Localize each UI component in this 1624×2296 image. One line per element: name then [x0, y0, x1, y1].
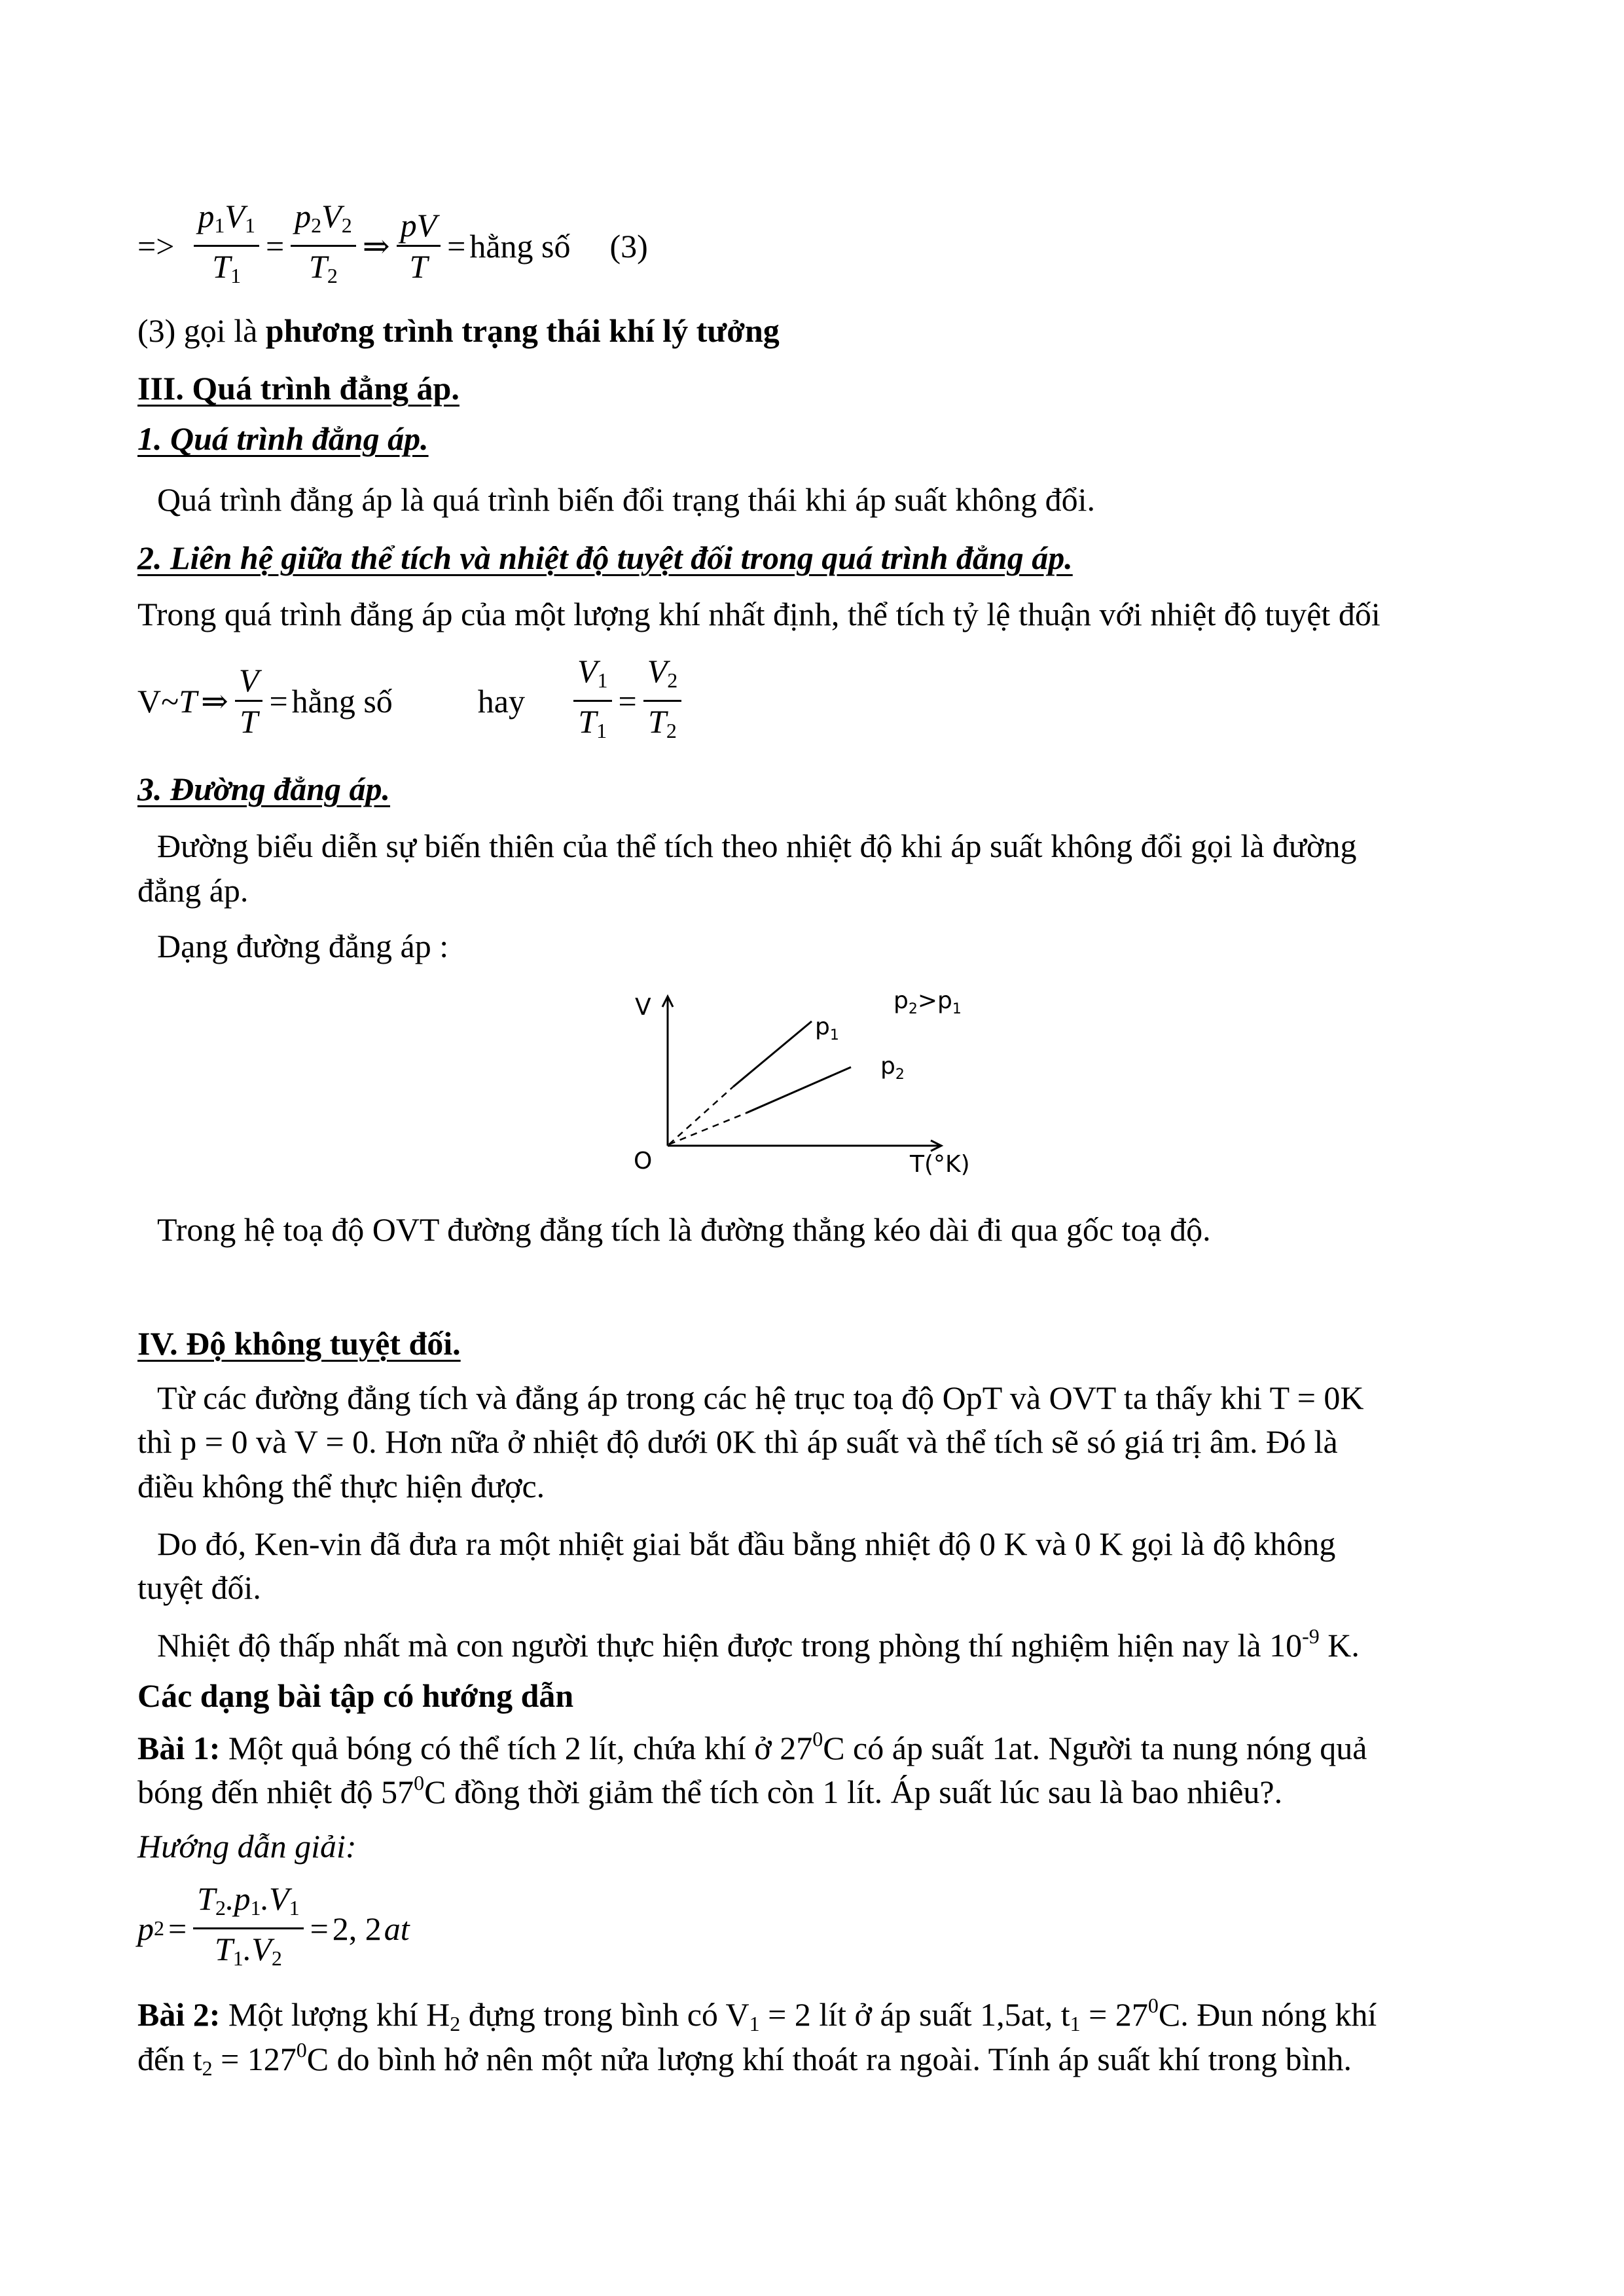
implies-symbol: ⇒: [362, 227, 390, 264]
subsection-3-text-2: đẳng áp.: [137, 872, 249, 909]
fraction-solution: $\frac{T_2.p_1.V_1}{T_1.V_2}$: [193, 1879, 303, 1978]
p1-extension-dashed: [669, 1087, 733, 1144]
p1-isobar-line: [733, 1021, 812, 1087]
exercises-heading: Các dạng bài tập có hướng dẫn: [137, 1677, 574, 1714]
p2-isobar-line: [746, 1067, 851, 1113]
exercise-2-line1: Bài 2: Một lượng khí $H_2$ đựng trong bình có $V_1 = 2$ lít ở áp suất 1,5at, $t_1 = 27^0C$. Đun nóng khí: [137, 1994, 1377, 2035]
section-4-p1-line1: Từ các đường đẳng tích và đẳng áp trong các hệ trục toạ độ OpT và OVT ta thấy khi T = 0K: [157, 1379, 1364, 1416]
section-4-p2-line1: Do đó, Ken-vin đã đưa ra một nhiệt giai bắt đầu bằng nhiệt độ 0 K và 0 K gọi là độ không: [157, 1525, 1336, 1562]
subsection-3-title: 3. Đường đẳng áp.: [137, 771, 391, 807]
p2-extension-dashed: [669, 1113, 746, 1144]
section-4-title: IV. Độ không tuyệt đối.: [137, 1325, 461, 1362]
fraction-p2v2-t2: $\frac{p_2V_2}{T_2}$: [291, 196, 356, 295]
origin-label: O: [634, 1148, 653, 1175]
section-3-title: III. Quá trình đẳng áp.: [137, 370, 460, 407]
subsection-2-title: 2. Liên hệ giữa thể tích và nhiệt độ tuyệt đối trong quá trình đẳng áp.: [137, 539, 1073, 576]
y-axis-label: V: [635, 994, 651, 1021]
exercise-2-line2: đến $t_2 = 127^0C$ do bình hở nên một nửa lượng khí thoát ra ngoài. Tính áp suất khí trong bình.: [137, 2038, 1352, 2080]
exercise-1-line2: bóng đến nhiệt độ $57^0C$ đồng thời giảm thể tích còn 1 lít. Áp suất lúc sau là bao nhiêu?.: [137, 1771, 1283, 1810]
subsection-2-text: Trong quá trình đẳng áp của một lượng khí nhất định, thể tích tỷ lệ thuận với nhiệt độ tuyệt đối: [137, 596, 1380, 632]
x-axis-label: T(°K): [910, 1151, 970, 1178]
isobaric-diagram: [615, 982, 1034, 1178]
subsection-3-form: Dạng đường đẳng áp :: [157, 928, 449, 964]
section-4-p1-line3: điều không thể thực hiện được.: [137, 1468, 545, 1504]
fraction-pv-t: $\frac{pV}{T}$: [397, 206, 441, 286]
eq3-caption: (3) gọi là phương trình trạng thái khí lý tưởng: [137, 312, 780, 349]
implies-arrow: =>: [137, 227, 175, 264]
pressure-relation: $p_2>p_1$: [893, 987, 962, 1017]
fraction-p1v1-t1: $\frac{p_1V_1}{T_1}$: [194, 196, 259, 295]
diagram-caption: Trong hệ toạ độ OVT đường đẳng tích là đường thẳng kéo dài đi qua gốc toạ độ.: [157, 1211, 1211, 1248]
subsection-1-title: 1. Quá trình đẳng áp.: [137, 420, 429, 457]
isobaric-law-equation: V~ T ⇒ $\frac{V}{T}$ = hằng số hay $\frac{V_1}{T_1}$ = $\frac{V_2}{T_2}$: [137, 651, 684, 750]
section-4-p1-line2: thì p = 0 và V = 0. Hơn nữa ở nhiệt độ dưới 0K thì áp suất và thể tích sẽ só giá trị âm. Đó là: [137, 1423, 1338, 1460]
fraction-v-t: $\frac{V}{T}$: [235, 661, 263, 741]
subsection-1-text: Quá trình đẳng áp là quá trình biến đổi trạng thái khi áp suất không đổi.: [157, 481, 1096, 518]
exercise-1-solution: p 2 = $\frac{T_2.p_1.V_1}{T_1.V_2}$ = 2, 2 at: [137, 1879, 410, 1978]
equation-label: (3): [609, 227, 648, 264]
exercise-1-line1: Bài 1: Một quả bóng có thể tích 2 lít, chứa khí ở $27^0C$ có áp suất 1at. Người ta nung nóng quả: [137, 1727, 1367, 1766]
equation-3: => $\frac{p_1V_1}{T_1}$ = $\frac{p_2V_2}{T_2}$ ⇒ $\frac{pV}{T}$ = hằng số (3): [137, 196, 648, 295]
section-4-p2-line2: tuyệt đối.: [137, 1569, 261, 1606]
p2-label: $p_2$: [880, 1053, 905, 1083]
section-4-p3: Nhiệt độ thấp nhất mà con người thực hiện được trong phòng thí nghiệm hiện nay là $10^{-9}$ K.: [157, 1624, 1360, 1664]
fraction-v2-t2: $\frac{V_2}{T_2}$: [643, 651, 682, 750]
subsection-3-text-1: Đường biểu diễn sự biến thiên của thể tích theo nhiệt độ khi áp suất không đổi gọi là đường: [157, 828, 1357, 864]
solution-guide-label: Hướng dẫn giải:: [137, 1828, 357, 1865]
fraction-v1-t1: $\frac{V_1}{T_1}$: [573, 651, 612, 750]
p1-label: $p_1$: [815, 1013, 839, 1044]
constant-text: hằng số: [469, 227, 571, 264]
